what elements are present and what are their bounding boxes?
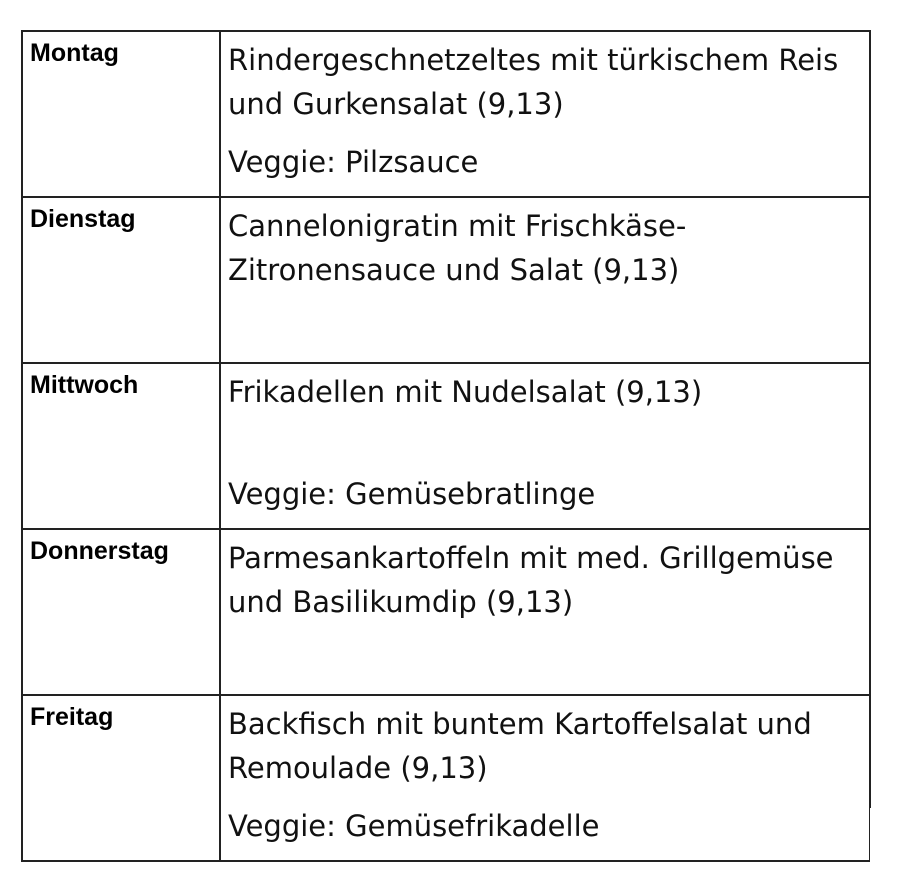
veggie-option: Veggie: Gemüsebratlinge [228,477,596,511]
dish-cell [220,695,870,861]
dish-text: Cannelonigratin mit Frischkäse-Zitronensauce und Salat (9,13) [228,209,687,287]
menu-row-donnerstag [22,529,870,695]
veggie-option: Veggie: Gemüsefrikadelle [228,809,600,843]
day-label: Freitag [22,695,220,861]
border-gap [870,808,876,890]
dish-text: Rindergeschnetzeltes mit türkischem Reis und Gurkensalat (9,13) [228,43,839,121]
dish-cell [220,31,870,197]
menu-row-freitag [22,695,870,861]
dish-cell [220,197,870,363]
day-label: Montag [22,31,220,197]
menu-row-dienstag [22,197,870,363]
menu-row-montag [22,31,870,197]
weekly-menu-table [21,30,871,862]
day-label: Mittwoch [22,363,220,529]
dish-text: Parmesankartoffeln mit med. Grillgemüse und Basilikumdip (9,13) [228,541,834,619]
dish-text: Frikadellen mit Nudelsalat (9,13) [228,375,703,409]
veggie-option: Veggie: Pilzsauce [228,145,479,179]
dish-cell [220,363,870,529]
dish-text: Backfisch mit buntem Kartoffelsalat und Remoulade (9,13) [228,707,812,785]
menu-row-mittwoch [22,363,870,529]
dish-cell [220,529,870,695]
day-label: Dienstag [22,197,220,363]
day-label: Donnerstag [22,529,220,695]
